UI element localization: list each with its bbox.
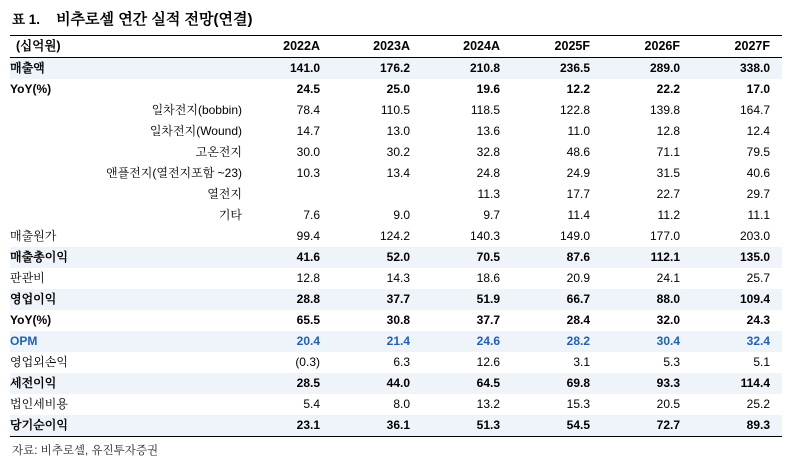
table-row	[10, 289, 782, 310]
row-value: 51.9	[422, 289, 512, 310]
row-value: 15.3	[566, 397, 590, 411]
row-value: 110.5	[380, 103, 410, 117]
table-row	[10, 121, 782, 142]
row-value: 109.4	[692, 289, 782, 310]
column-header-2022a: 2022A	[242, 36, 332, 58]
row-value: 135.0	[692, 247, 782, 268]
row-value	[242, 184, 332, 205]
row-value	[332, 184, 422, 205]
row-value: 28.5	[242, 373, 332, 394]
row-value: 112.1	[602, 247, 692, 268]
row-label: 매출총이익	[10, 247, 242, 268]
row-value: 28.8	[242, 289, 332, 310]
row-value: 176.2	[332, 58, 422, 80]
row-value: 203.0	[739, 229, 770, 243]
row-value: 87.6	[512, 247, 602, 268]
table-row	[10, 226, 782, 247]
row-label: 영업이익	[10, 289, 242, 310]
table-body	[10, 58, 782, 437]
row-value: 10.3	[296, 166, 320, 180]
table-row	[10, 142, 782, 163]
row-value: 69.8	[512, 373, 602, 394]
row-value: 24.6	[422, 331, 512, 352]
row-value: 20.4	[242, 331, 332, 352]
row-label: OPM	[10, 331, 242, 352]
table-row	[10, 310, 782, 331]
row-value: 11.3	[477, 187, 500, 201]
table-row	[10, 100, 782, 121]
row-value: 13.0	[386, 124, 410, 138]
column-header-2026f: 2026F	[602, 36, 692, 58]
table-row	[10, 331, 782, 352]
column-header-2024a: 2024A	[422, 36, 512, 58]
row-value: 9.0	[393, 208, 410, 222]
row-value: 41.6	[242, 247, 332, 268]
row-value: 24.8	[476, 166, 500, 180]
row-value: 5.3	[663, 355, 680, 369]
row-value: 25.7	[746, 271, 770, 285]
row-value: 13.2	[476, 397, 500, 411]
row-label: 당기순이익	[10, 415, 242, 437]
row-value: 71.1	[656, 145, 680, 159]
page-title: 비추로셀 연간 실적 전망(연결)	[56, 11, 253, 28]
row-value: 13.6	[476, 124, 500, 138]
row-value: 31.5	[656, 166, 680, 180]
row-value: 70.5	[422, 247, 512, 268]
row-label: 법인세비용	[10, 397, 68, 411]
row-label: 매출액	[10, 58, 242, 80]
table-row	[10, 268, 782, 289]
row-value: 78.4	[296, 103, 320, 117]
row-label: 영업외손익	[10, 355, 68, 369]
row-value: 177.0	[649, 229, 680, 243]
table-row	[10, 415, 782, 437]
row-value: 164.7	[739, 103, 770, 117]
row-value: 5.4	[303, 397, 320, 411]
row-value: 20.9	[566, 271, 590, 285]
row-value: 99.4	[296, 229, 320, 243]
row-value: 139.8	[649, 103, 680, 117]
row-value: 79.5	[746, 145, 770, 159]
table-header	[10, 36, 782, 58]
row-value: 118.5	[470, 103, 500, 117]
row-value: 66.7	[512, 289, 602, 310]
row-value: 24.1	[656, 271, 680, 285]
row-value: 37.7	[332, 289, 422, 310]
row-value: 32.4	[692, 331, 782, 352]
row-value: 48.6	[566, 145, 590, 159]
source-note: 자료: 비추로셀, 유진투자증권	[12, 445, 159, 457]
row-value: 12.2	[566, 82, 590, 96]
row-value: 28.4	[566, 313, 590, 327]
column-header-2027f: 2027F	[692, 36, 782, 58]
row-value: 8.0	[393, 397, 410, 411]
row-label: 세전이익	[10, 373, 242, 394]
row-value: 30.0	[296, 145, 320, 159]
row-label: 기타	[218, 208, 242, 222]
row-value: 338.0	[692, 58, 782, 80]
row-value: 19.6	[476, 82, 500, 96]
row-value: 52.0	[332, 247, 422, 268]
row-value: 114.4	[692, 373, 782, 394]
row-value: 13.4	[386, 166, 410, 180]
row-value: 20.5	[656, 397, 680, 411]
row-value: 65.5	[296, 313, 320, 327]
row-value: 9.7	[483, 208, 500, 222]
row-value: 32.0	[656, 313, 680, 327]
row-value: 22.2	[656, 82, 680, 96]
table-row	[10, 79, 782, 100]
row-value: 7.6	[303, 208, 320, 222]
row-value: 89.3	[692, 415, 782, 437]
row-value: 30.4	[602, 331, 692, 352]
row-value: 5.1	[753, 355, 770, 369]
row-value: 141.0	[242, 58, 332, 80]
row-label: 일차전지(bobbin)	[151, 103, 242, 117]
row-label: 판관비	[10, 271, 45, 285]
column-header-unit: (십억원)	[10, 36, 242, 58]
row-value: 11.1	[747, 208, 770, 222]
row-value: 11.0	[567, 124, 590, 138]
table-row	[10, 205, 782, 226]
table-row	[10, 58, 782, 80]
row-value: 32.8	[476, 145, 500, 159]
row-label: 고온전지	[195, 145, 242, 159]
row-value: 40.6	[746, 166, 770, 180]
row-label: YoY(%)	[10, 313, 52, 327]
row-value: 28.2	[512, 331, 602, 352]
row-value: 12.6	[476, 355, 500, 369]
row-value: 122.8	[559, 103, 590, 117]
column-header-2025f: 2025F	[512, 36, 602, 58]
row-value: 17.0	[746, 82, 770, 96]
row-value: 289.0	[602, 58, 692, 80]
row-value: 54.5	[512, 415, 602, 437]
row-value: 12.4	[746, 124, 770, 138]
row-value: 44.0	[332, 373, 422, 394]
row-value: 37.7	[476, 313, 500, 327]
row-value: (0.3)	[295, 355, 320, 369]
row-value: 72.7	[602, 415, 692, 437]
table-row	[10, 163, 782, 184]
row-value: 88.0	[602, 289, 692, 310]
table-row	[10, 184, 782, 205]
row-value: 11.2	[657, 208, 680, 222]
row-value: 12.8	[656, 124, 680, 138]
row-value: 25.0	[386, 82, 410, 96]
row-value: 23.1	[242, 415, 332, 437]
table-row	[10, 373, 782, 394]
row-value: 51.3	[422, 415, 512, 437]
row-label: 열전지	[207, 187, 242, 201]
row-value: 210.8	[422, 58, 512, 80]
row-value: 24.3	[746, 313, 770, 327]
row-value: 30.8	[386, 313, 410, 327]
column-header-2023a: 2023A	[332, 36, 422, 58]
row-value: 21.4	[332, 331, 422, 352]
row-label: YoY(%)	[10, 82, 52, 96]
row-value: 25.2	[746, 397, 770, 411]
row-value: 14.3	[386, 271, 410, 285]
row-value: 6.3	[393, 355, 410, 369]
row-label: 앤플전지(열전지포함 ~23)	[105, 166, 242, 180]
table-row	[10, 352, 782, 373]
row-value: 236.5	[512, 58, 602, 80]
row-label: 일차전지(Wound)	[149, 124, 242, 138]
row-value: 18.6	[476, 271, 500, 285]
row-value: 29.7	[746, 187, 770, 201]
row-value: 64.5	[422, 373, 512, 394]
row-value: 93.3	[602, 373, 692, 394]
row-value: 17.7	[566, 187, 590, 201]
row-value: 30.2	[386, 145, 410, 159]
row-value: 14.7	[296, 124, 320, 138]
table-row	[10, 247, 782, 268]
row-value: 22.7	[656, 187, 680, 201]
table-number-label: 표 1.	[12, 12, 41, 27]
row-value: 24.9	[566, 166, 590, 180]
row-value: 24.5	[296, 82, 320, 96]
row-value: 140.3	[469, 229, 500, 243]
table-header-row	[10, 36, 782, 58]
financial-table	[10, 35, 782, 437]
row-label: 매출원가	[10, 229, 57, 243]
row-value: 36.1	[332, 415, 422, 437]
row-value: 124.2	[379, 229, 410, 243]
title-row	[10, 8, 782, 29]
row-value: 12.8	[296, 271, 320, 285]
row-value: 3.1	[573, 355, 590, 369]
table-row	[10, 394, 782, 415]
row-value: 149.0	[559, 229, 590, 243]
row-value: 11.4	[567, 208, 590, 222]
